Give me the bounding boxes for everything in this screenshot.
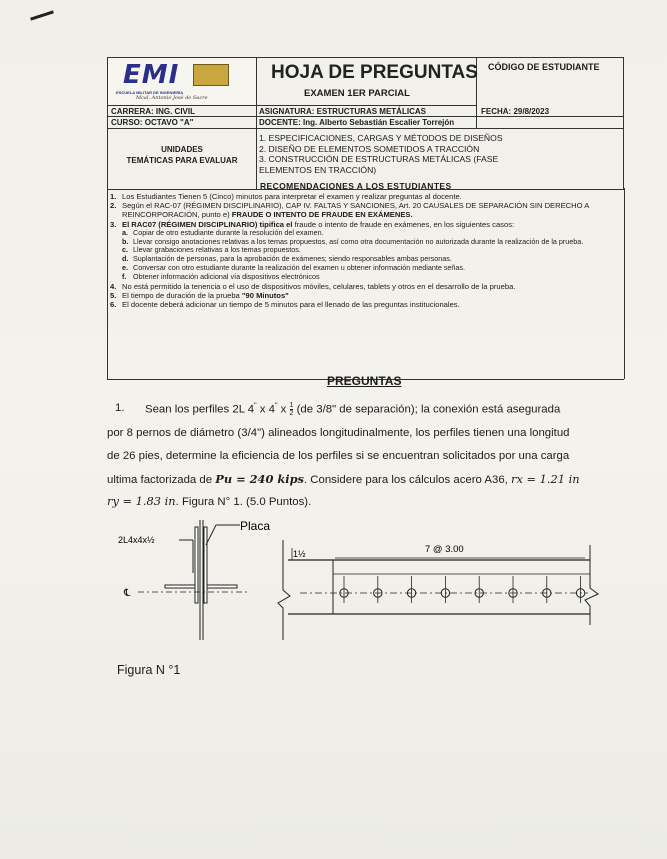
docente-field: DOCENTE: Ing. Alberto Sebastián Escalier Torrejón [259,118,455,127]
units-label-line1: UNIDADES [161,145,203,154]
recommendations-title: RECOMENDACIONES A LOS ESTUDIANTES [260,181,452,191]
unit-item: 1. ESPECIFICACIONES, CARGAS Y MÉTODOS DE DISEÑOS [259,133,503,143]
rule-3-item: f. Obtener información adicional vía dispositivos electrónicos [122,271,320,281]
question-line-1: Sean los perfiles 2L 4" x 4" x $\frac{1}{2}$ (de 3/8" de separación); la conexión está asegurada [145,402,561,417]
edge-distance-label: 1½ [293,549,306,559]
plate-label: Placa [240,519,271,533]
rule-3-item: b. Llevar consigo anotaciones relativas a los temas propuestos, así como otra documentación no autorizada durante la realización de la prueba. [122,236,584,246]
rule-5: 5. El tiempo de duración de la prueba "90 Minutos" [110,290,289,300]
student-code-label: CÓDIGO DE ESTUDIANTE [488,62,600,72]
unit-item: 3. CONSTRUCCIÓN DE ESTRUCTURAS METÁLICAS (FASE [259,154,499,164]
rule-1: 1. Los Estudiantes Tienen 5 (Cinco) minutos para interpretar el examen y realizar preguntas al docente. [110,192,462,201]
figure-caption: Figura N °1 [117,663,181,677]
unit-item: ELEMENTOS EN TRACCIÓN) [259,164,377,175]
bolt-group [340,576,585,603]
questions-title: PREGUNTAS [327,374,402,388]
question-number: 1. [115,402,125,414]
page-title: HOJA DE PREGUNTAS [271,62,478,83]
rule-3-item: c. Llevar grabaciones relativas a los temas propuestos. [122,245,301,255]
spacing-label: 7 @ 3.00 [425,544,464,555]
unit-item: 2. DISEÑO DE ELEMENTOS SOMETIDOS A TRACCIÓN [259,143,480,154]
angle-label: 2L4x4x½ [118,535,155,545]
rule-3-item: d. Suplantación de personas, para la aprobación de exámenes; siendo responsables ambas personas. [122,254,452,264]
question-line-4: ultima factorizada de Pu = 240 kips. Considere para los cálculos acero A36, rx = 1.21 in [107,472,580,486]
break-line [278,540,290,640]
rule-3: 3. El RAC07 (RÉGIMEN DISCIPLINARIO) tipifica el fraude o intento de fraude en exámenes, en los siguientes casos: a. Copiar de otro estudiante durante la resolución del examen. b. Llevar consigo anotaciones relativas a los temas propuestos, así como otra documentación no autorizada durante la realización de la prueba. c. Llevar grabaciones relativas a los temas propuestos. d. Suplantación de personas, para la aprobación de exámenes; siendo responsables ambas personas. e. Conversar con otro estudiante durante la realización del examen u obtener información mediante señas. f. Obtener información adicional vía dispositivos electrónicos [110,220,625,282]
break-line-right [585,545,598,625]
fraction: $\frac{1}{2}$ [289,402,294,417]
curso-field: CURSO: OCTAVO "A" [111,118,194,127]
rule-2: 2. Según el RAC-07 (RÉGIMEN DISCIPLINARIO), CAP IV. FALTAS Y SANCIONES, Art. 20 CAUSALES DE SEPARACIÓN SIN DERECHO A REINCORPORACIÓN, punto e) FRAUDE O INTENTO DE FRAUDE EN EXÁMENES. [110,201,589,220]
logo-motto: Mcal. Antonio José de Sucre [136,95,208,101]
question-line-3: de 26 pies, determine la eficiencia de los perfiles si se encuentran solicitados por una carga [107,450,570,462]
asignatura-field: ASIGNATURA: ESTRUCTURAS METÁLICAS [259,107,426,116]
logo-subtitle: ESCUELA MILITAR DE INGENIERÍA [116,90,184,95]
rule-3-item: a. Copiar de otro estudiante durante la resolución del examen. [122,227,324,237]
rule-4: 4. No está permitido la tenencia o el uso de dispositivos móviles, celulares, tablets y otros en el desarrollo de la prueba. [110,281,516,291]
question-line-5: ry = 1.83 in. Figura N° 1. (5.0 Puntos). [107,494,312,508]
fecha-field: FECHA: 29/8/2023 [481,107,550,116]
units-label-line2: TEMÁTICAS PARA EVALUAR [126,156,238,165]
rule-3-item: e. Conversar con otro estudiante durante la realización del examen u obtener información mediante señas. [122,263,466,272]
angle-flange-right [207,585,237,588]
rule-6: 6. El docente deberá adicionar un tiempo de 5 minutos para el llenado de las preguntas institucionales. [110,300,460,309]
carrera-field: CARRERA: ING. CIVIL [111,107,195,116]
question-line-2: por 8 pernos de diámetro (3/4") alineados longitudinalmente, los perfiles tienen una longitud [107,427,570,439]
exam-subtitle: EXAMEN 1ER PARCIAL [304,88,410,99]
angle-flange-left [165,585,195,588]
centerline-symbol: ℄ [124,588,131,599]
logo-text: EMI [123,60,180,90]
